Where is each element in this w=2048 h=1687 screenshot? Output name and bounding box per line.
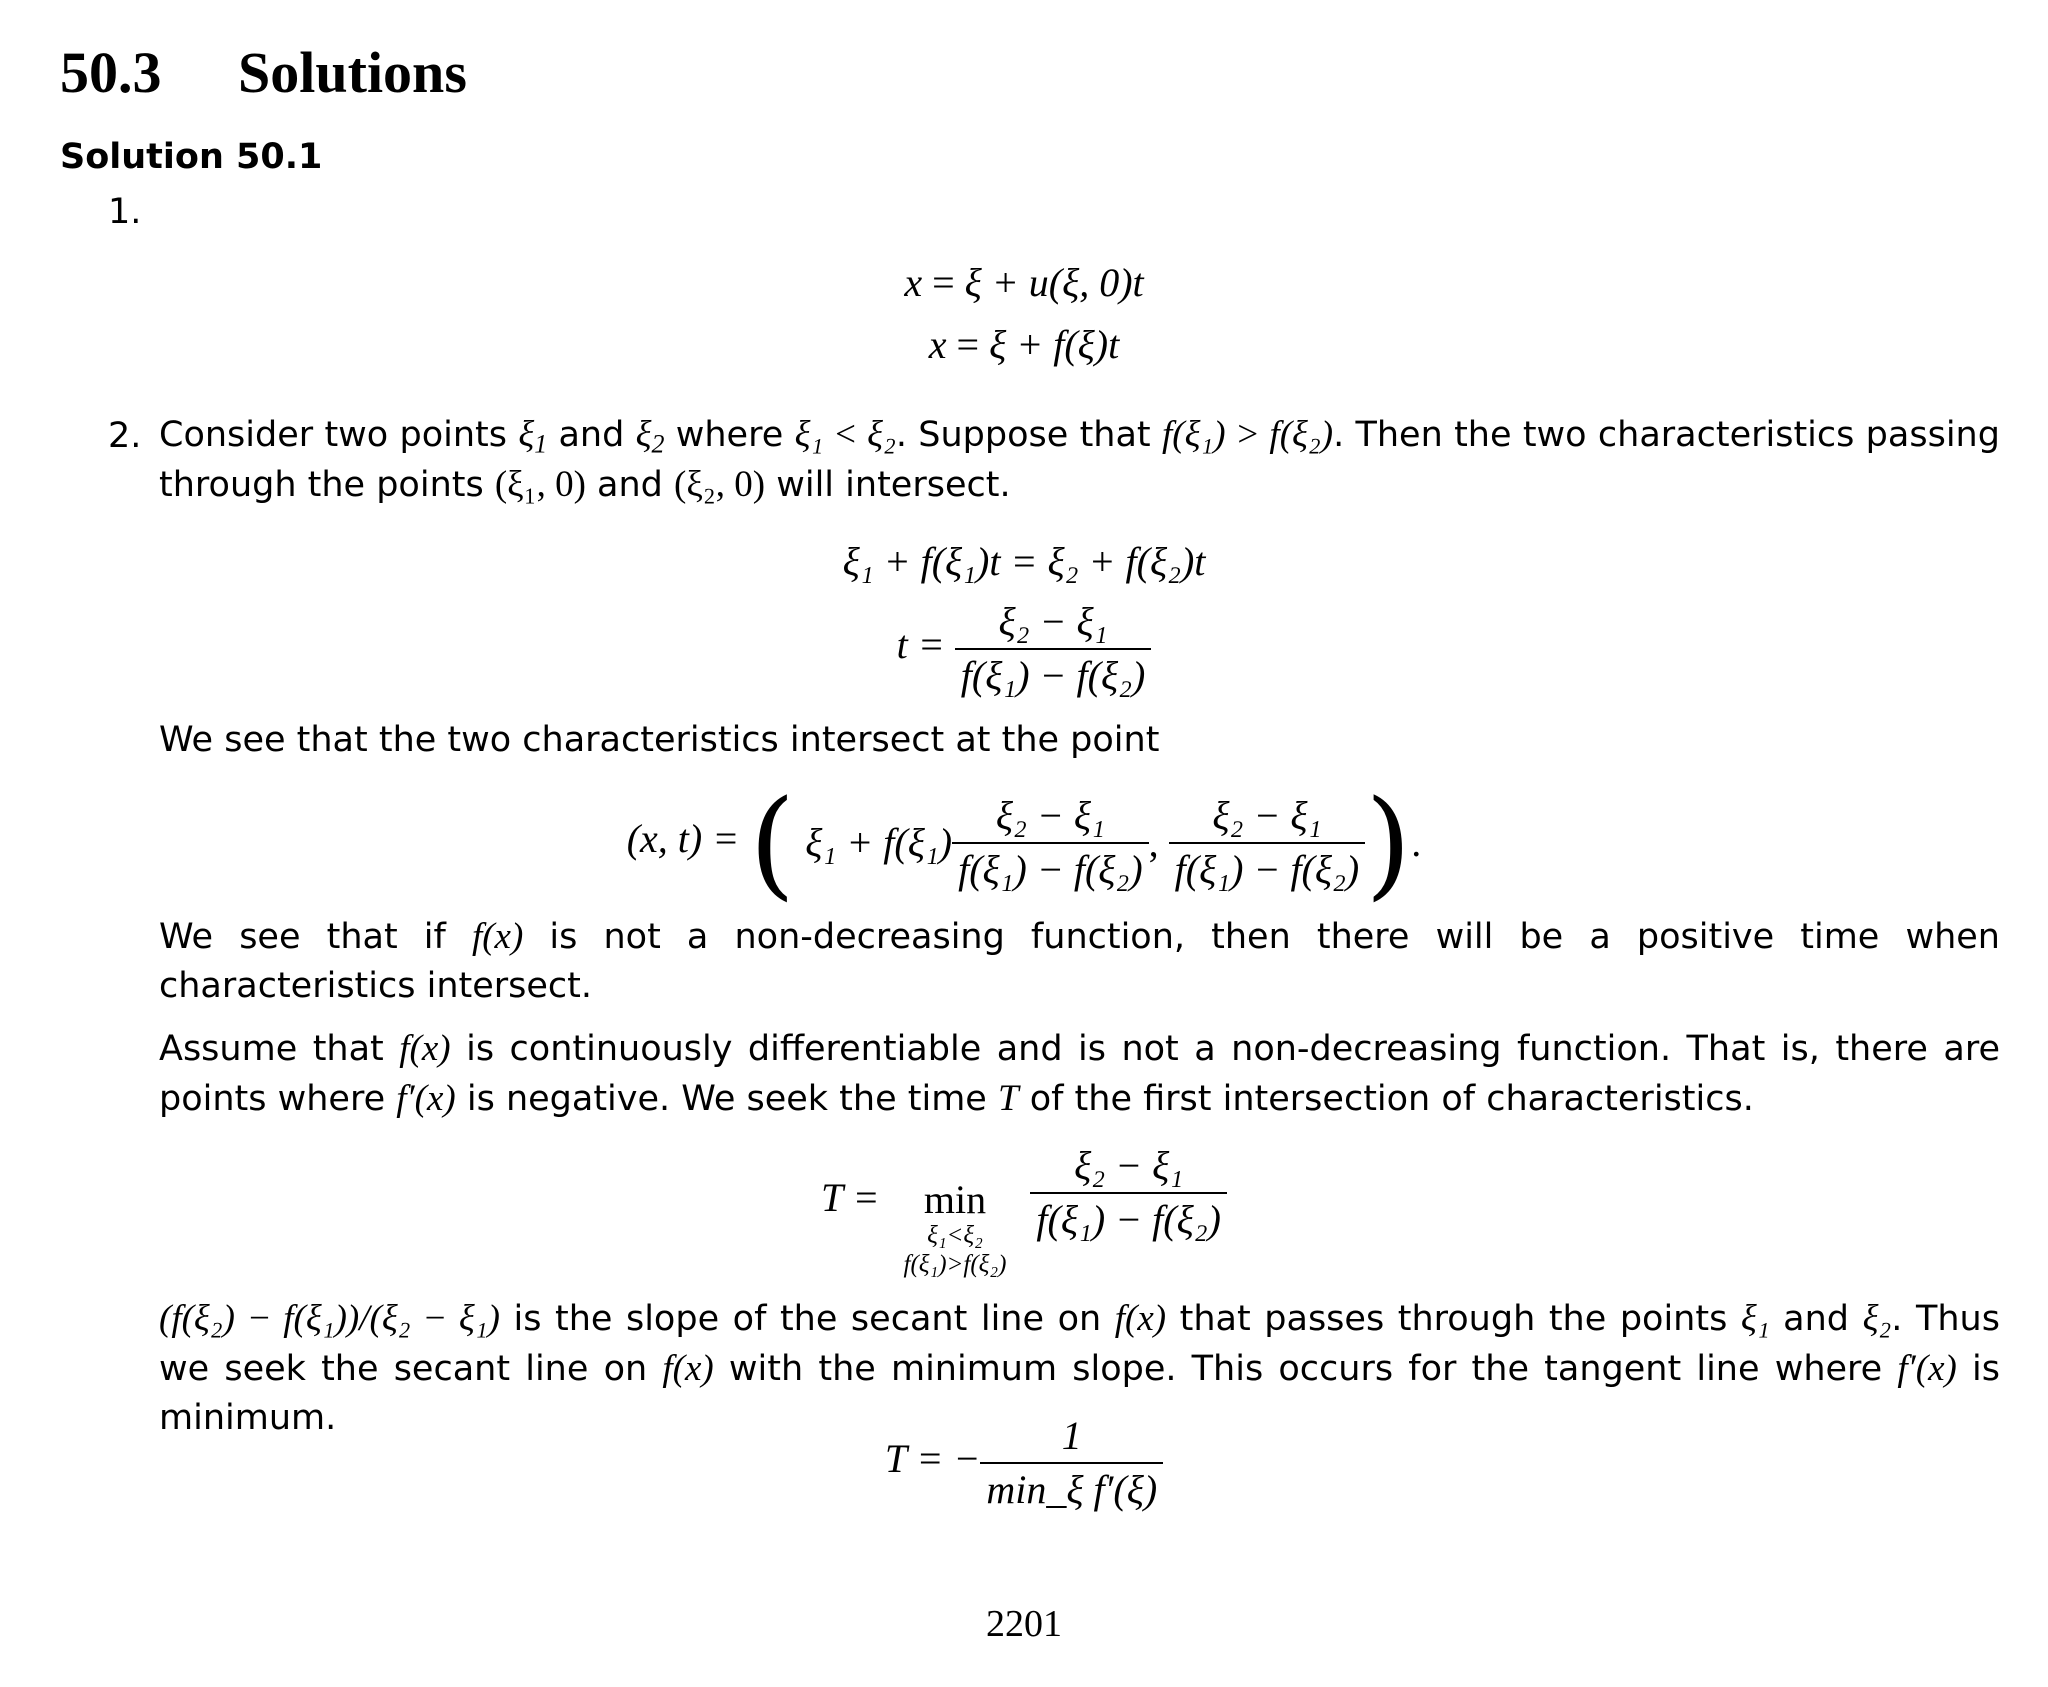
- math-xi: ξ: [635, 414, 652, 455]
- math-fprime: f′(x): [396, 1078, 456, 1119]
- math-xi2: ξ₂: [1862, 1298, 1892, 1339]
- fraction: [952, 794, 1149, 892]
- min-label: min: [923, 1177, 987, 1222]
- text: with the minimum slope. This occurs for the tangent line where: [728, 1349, 1883, 1389]
- math-xi: ξ: [518, 414, 535, 455]
- text: is not a non-decreasing function, then there will be a positive time when characteristics intersect.: [159, 917, 2000, 1006]
- right-paren: ): [1365, 774, 1412, 912]
- text: . Thus we seek the secant line on: [159, 1299, 2000, 1389]
- text: is negative. We seek the time: [466, 1079, 987, 1119]
- math-fx: f(x): [399, 1028, 451, 1069]
- fraction-numerator: ξ₂ − ξ₁: [1030, 1144, 1227, 1194]
- eq1-lhs: x: [904, 260, 923, 305]
- equation-3: ξ₁ + f(ξ₁)t = ξ₂ + f(ξ₂)t: [842, 539, 1206, 584]
- eq5-lhs: (x, t) =: [626, 816, 740, 862]
- min-limit-1: ξ₁<ξ₂: [927, 1222, 983, 1249]
- eq2-rhs: ξ + f(ξ)t: [989, 322, 1120, 367]
- fraction: [955, 600, 1152, 698]
- equation-7: [0, 1414, 2048, 1512]
- equation-4: [0, 600, 2048, 698]
- item-number-1: 1.: [108, 192, 142, 232]
- text: We see that if: [159, 917, 446, 957]
- section-title-text: Solutions: [238, 40, 467, 105]
- subscript: 2: [651, 429, 665, 459]
- math-condition: f(ξ₁) > f(ξ₂): [1161, 414, 1334, 455]
- math-xi1: [518, 414, 548, 459]
- left-paren: (: [749, 774, 796, 912]
- fraction-denominator: f(ξ₁) − f(ξ₂): [1174, 847, 1360, 892]
- math-xi1: ξ₁: [1740, 1298, 1770, 1339]
- fraction-denominator: f(ξ₁) − f(ξ₂): [960, 653, 1146, 698]
- section-title: [60, 40, 467, 105]
- item-number-2: 2.: [108, 416, 142, 456]
- equation-2: x = ξ + f(ξ)t: [928, 322, 1120, 367]
- min-limit-2: f(ξ₁)>f(ξ₂): [903, 1250, 1007, 1278]
- section-number: 50.3: [60, 40, 162, 105]
- fraction: [980, 1414, 1163, 1512]
- equation-1: x = ξ + u(ξ, 0)t: [904, 260, 1144, 305]
- text: Assume that: [159, 1029, 384, 1069]
- text: . Suppose that: [895, 415, 1151, 455]
- paragraph-consider-points: [159, 410, 2000, 510]
- fraction-denominator: f(ξ₁) − f(ξ₂): [1036, 1197, 1221, 1242]
- equation-6: [0, 1144, 2048, 1280]
- eq6-lhs: T =: [821, 1175, 880, 1220]
- math-fx: f(x): [1114, 1298, 1167, 1339]
- paragraph-non-decreasing: [159, 912, 2000, 1011]
- subscript: 1: [534, 429, 548, 459]
- fraction-denominator: min_ξ f′(ξ): [986, 1467, 1158, 1512]
- text: that passes through the points: [1179, 1299, 1728, 1339]
- text: Consider two points: [159, 415, 508, 455]
- math-xi2: [635, 414, 665, 459]
- text: . Then the two characteristics passing through the points: [159, 415, 2000, 505]
- text: is minimum.: [159, 1349, 2000, 1438]
- math-T: T: [997, 1078, 1019, 1119]
- fraction-numerator: ξ₂ − ξ₁: [952, 794, 1149, 844]
- math-inequality: ξ₁ < ξ₂: [794, 414, 896, 455]
- text: is continuously differentiable and is not a non-decreasing function. That is, there are points where: [159, 1029, 2000, 1119]
- text: will intersect.: [776, 465, 1011, 505]
- math-fx: f(x): [662, 1348, 714, 1389]
- fraction-numerator: ξ₂ − ξ₁: [955, 600, 1152, 650]
- text: and: [1783, 1299, 1850, 1339]
- eq1-rhs: ξ + u(ξ, 0)t: [964, 260, 1144, 305]
- fraction: [1030, 1144, 1227, 1242]
- text: and: [558, 415, 625, 455]
- text: where: [675, 415, 784, 455]
- fraction: [1169, 794, 1366, 892]
- math-point-2: (ξ₂, 0): [674, 464, 766, 505]
- equation-5: [0, 774, 2048, 912]
- eq2-lhs: x: [928, 322, 947, 367]
- paragraph-assume: [159, 1024, 2000, 1124]
- text: of the first intersection of characteristics.: [1029, 1079, 1754, 1119]
- eq4-lhs: t =: [896, 622, 945, 668]
- math-fprime: f′(x): [1897, 1348, 1957, 1389]
- min-operator: [904, 1178, 1007, 1280]
- fraction-numerator: 1: [980, 1414, 1163, 1464]
- period: .: [1411, 820, 1422, 865]
- math-point-1: (ξ₁, 0): [494, 464, 586, 505]
- eq5-first-term: ξ₁ + f(ξ₁): [805, 820, 953, 865]
- math-fx: f(x): [471, 916, 524, 957]
- fraction-numerator: ξ₂ − ξ₁: [1169, 794, 1366, 844]
- eq7-lhs: T = −: [884, 1436, 981, 1482]
- text: and: [597, 465, 663, 505]
- page-number: 2201: [986, 1603, 1062, 1645]
- solution-heading: Solution 50.1: [60, 137, 323, 177]
- math-slope: (f(ξ₂) − f(ξ₁))/(ξ₂ − ξ₁): [159, 1298, 500, 1339]
- fraction-denominator: f(ξ₁) − f(ξ₂): [958, 847, 1143, 892]
- comma: ,: [1148, 820, 1159, 865]
- text: is the slope of the secant line on: [513, 1299, 1102, 1339]
- paragraph-intersect-point: We see that the two characteristics intersect at the point: [159, 720, 1160, 760]
